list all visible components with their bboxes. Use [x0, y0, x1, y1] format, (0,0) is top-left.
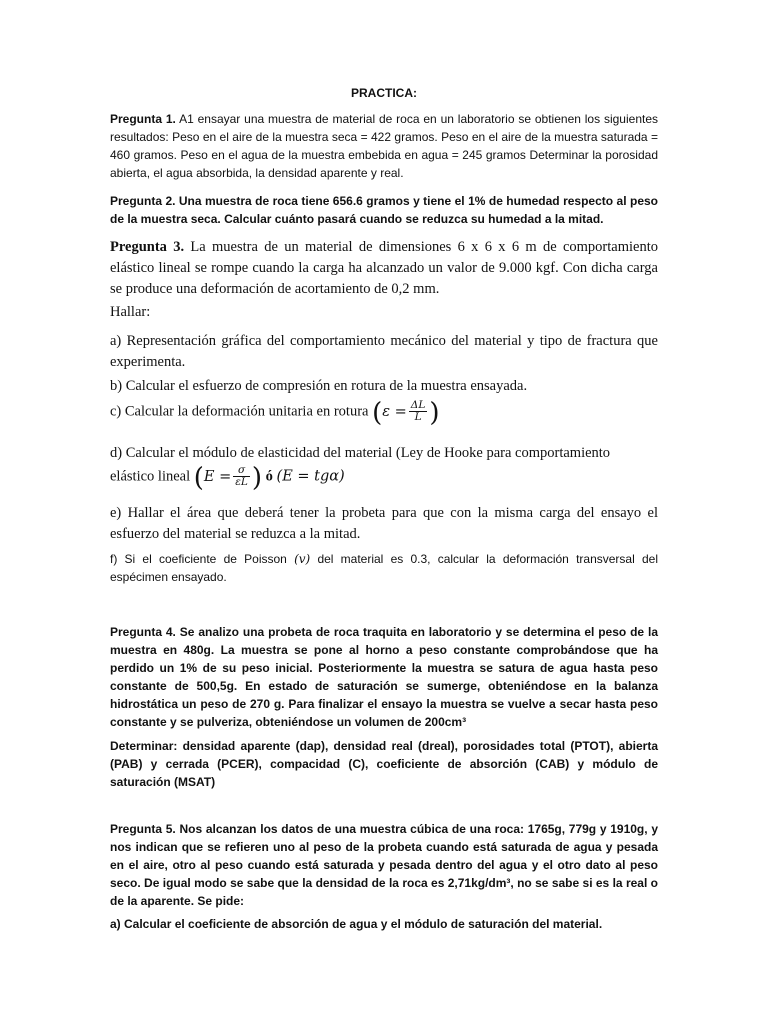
- elasticity-formula-numerator: σ: [233, 465, 250, 477]
- question-3-text: La muestra de un material de dimensiones 6 x 6 x 6 m de comportamiento elástico lineal se rompe cuando la carga ha alcanzado un valor de 9.000 kgf. Con dicha carga se produce una deformación de acortamiento de 0,2 mm.: [110, 239, 658, 297]
- question-2: Pregunta 2. Una muestra de roca tiene 656.6 gramos y tiene el 1% de humedad respecto al peso de la muestra seca. Calcular cuánto pasará cuando se reduzca su humedad a la mitad.: [110, 194, 658, 226]
- question-3-item-c-text: c) Calcular la deformación unitaria en rotura: [110, 403, 369, 420]
- question-3-item-f: [110, 550, 658, 586]
- tangent-formula-text: E = tgα: [282, 468, 340, 485]
- question-3: [110, 237, 658, 300]
- formula-or: ó: [265, 468, 273, 485]
- question-1-text: A1 ensayar una muestra de material de roca en un laboratorio se obtienen los siguientes resultados: Peso en el aire de la muestra seca = 422 gramos. Peso en el aire de la muestra saturada = 460 gramos. Peso en el agua de la muestra embebida en agua = 245 gramos Determinar la porosidad abierta, el agua absorbida, la densidad aparente y real.: [110, 112, 658, 180]
- tangent-formula: (E = tgα): [276, 468, 345, 485]
- question-3-item-d-text: elástico lineal: [110, 468, 191, 485]
- poisson-symbol: (v): [294, 552, 311, 566]
- question-3-item-f-after: del material es 0.3, calcular la deformación transversal del espécimen ensayado.: [110, 552, 658, 584]
- question-3-item-f-before: f) Si el coeficiente de Poisson: [110, 552, 287, 566]
- page-title: PRACTICA:: [351, 86, 417, 100]
- question-3-item-d-line2: [110, 462, 658, 493]
- elasticity-formula: (E = $\frac{\sigma}{\varepsilon L}$ ): [193, 462, 263, 493]
- strain-formula-denominator: L: [414, 411, 422, 423]
- question-5-item-a: a) Calcular el coeficiente de absorción de agua y el módulo de saturación del material.: [110, 917, 603, 931]
- strain-formula-numerator: ΔL: [410, 399, 426, 411]
- question-3-item-d-line1: d) Calcular el módulo de elasticidad del material (Ley de Hooke para comportamiento: [110, 445, 611, 461]
- strain-formula-lhs: ε =: [382, 403, 407, 420]
- question-3-item-b: b) Calcular el esfuerzo de compresión en rotura de la muestra ensayada.: [110, 378, 528, 394]
- question-4-determinar: Determinar: densidad aparente (dap), densidad real (dreal), porosidades total (PTOT), abierta (PAB) y cerrada (PCER), compacidad (C), coeficiente de absorción (CAB) y módulo de saturación (MSAT): [110, 739, 658, 789]
- question-1: [110, 110, 658, 182]
- question-3-item-c: [110, 397, 658, 428]
- strain-formula: (ε = $\frac{\Delta L}{L}$ ): [372, 397, 440, 428]
- question-3-item-a: a) Representación gráfica del comportamiento mecánico del material y tipo de fractura que experimenta.: [110, 333, 658, 370]
- question-3-label: Pregunta 3.: [110, 239, 185, 255]
- elasticity-formula-lhs: E =: [203, 468, 232, 485]
- question-3-hallar: Hallar:: [110, 304, 151, 320]
- question-5: Pregunta 5. Nos alcanzan los datos de una muestra cúbica de una roca: 1765g, 779g y 1910g, y nos indican que se refieren uno al peso de la probeta cuando está saturada de agua y pesada en el aire, otro al peso cuando está saturada y pesada dentro del agua y el otro dato al peso seco. De igual modo se sabe que la densidad de la roca es 2,71kg/dm³, no se sabe si es la real o de la aparente. Se pide:: [110, 822, 658, 908]
- elasticity-formula-denominator: εL: [235, 476, 248, 488]
- question-1-label: Pregunta 1.: [110, 112, 176, 126]
- question-3-item-e: e) Hallar el área que deberá tener la probeta para que con la misma carga del ensayo el esfuerzo del material se reduzca a la mitad.: [110, 505, 658, 542]
- question-4: Pregunta 4. Se analizo una probeta de roca traquita en laboratorio y se determina el peso de la muestra en 480g. La muestra se pone al horno a peso constante comprobándose que ha perdido un 1% de su peso inicial. Posteriormente la muestra se satura de agua hasta peso constante de 500,5g. En estado de saturación se sumerge, obteniéndose en la balanza hidrostática un peso de 270 g. Para finalizar el ensayo la muestra se vuelve a secar hasta peso constante y se pulveriza, obteniéndose un volumen de 200cm³: [110, 625, 658, 729]
